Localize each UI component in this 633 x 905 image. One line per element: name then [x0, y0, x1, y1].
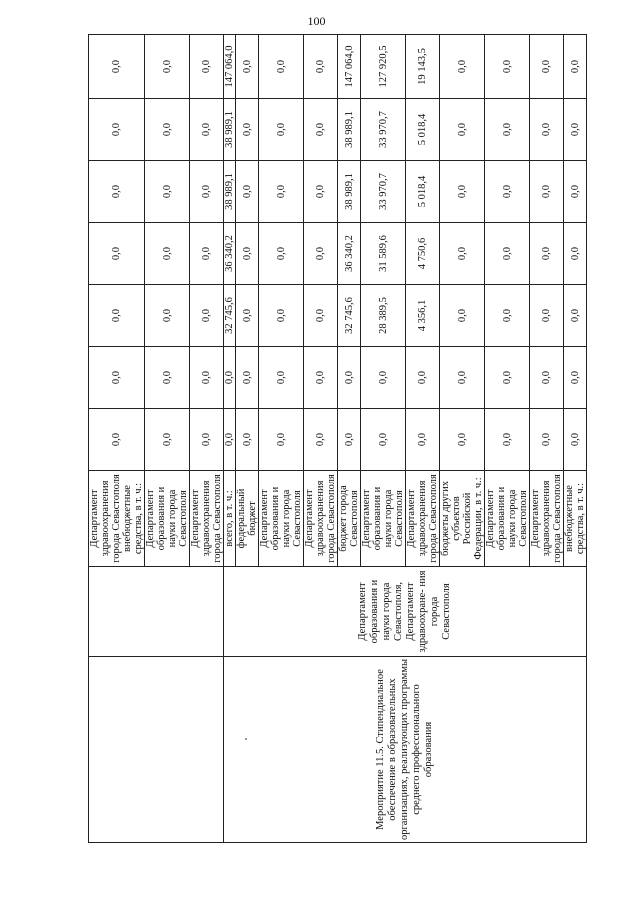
value-cell: 5 018,4 [406, 161, 440, 223]
measure-description: Мероприятие 11.5. Стипендиальное обеспечение в образовательных организациях, реализующих программы среднего профессионального образования [224, 657, 587, 843]
value-cell: 0,0 [190, 99, 224, 161]
value-cell: 36 340,2 [338, 223, 361, 285]
funding-source-cell: Департамент здравоохранения города Севастополя внебюджетные средства, в т. ч.: [89, 471, 145, 567]
value-cell: 0,0 [89, 161, 145, 223]
funding-source-cell: Департамент здравоохранения города Севастополя [406, 471, 440, 567]
value-cell: 0,0 [361, 409, 406, 471]
value-cell: 0,0 [89, 285, 145, 347]
value-cell: 0,0 [485, 409, 530, 471]
value-cell: 0,0 [361, 347, 406, 409]
blank-measure-cell [89, 657, 224, 843]
value-cell: 0,0 [304, 35, 338, 99]
value-cell: 38 989,1 [338, 99, 361, 161]
value-cell: 0,0 [564, 409, 587, 471]
value-cell: 0,0 [259, 347, 304, 409]
value-cell: 4 356,1 [406, 285, 440, 347]
funding-source-cell: бюджеты других субъектов Российской Федерации, в т. ч.: [440, 471, 485, 567]
value-cell: 0,0 [530, 285, 564, 347]
measure-executor: Департамент образования и науки города Севастополя, Департамент здравоохране- ния города Севастополя [224, 567, 587, 657]
value-cell: 147 064,0 [224, 35, 236, 99]
value-cell: 0,0 [259, 35, 304, 99]
value-cell: 0,0 [406, 409, 440, 471]
value-cell: 0,0 [530, 223, 564, 285]
value-cell: 0,0 [304, 409, 338, 471]
table-rotator [88, 35, 586, 843]
page-number: 100 [307, 14, 326, 28]
value-cell: 0,0 [190, 161, 224, 223]
value-cell: 0,0 [236, 347, 259, 409]
value-cell: 0,0 [440, 35, 485, 99]
value-cell: 0,0 [145, 99, 190, 161]
table-row [89, 35, 145, 843]
value-cell: 0,0 [145, 409, 190, 471]
value-cell: 0,0 [190, 347, 224, 409]
funding-source-cell: Департамент здравоохранения города Севастополя [530, 471, 564, 567]
value-cell: 0,0 [236, 409, 259, 471]
value-cell: 0,0 [485, 285, 530, 347]
value-cell: 0,0 [485, 161, 530, 223]
value-cell: 127 920,5 [361, 35, 406, 99]
funding-source-cell: Департамент образования и науки города Севастополя [361, 471, 406, 567]
funding-source-cell: Департамент образования и науки города Севастополя [259, 471, 304, 567]
funding-source-cell: Департамент здравоохранения города Севастополя [190, 471, 224, 567]
value-cell: 0,0 [485, 35, 530, 99]
value-cell: 0,0 [530, 161, 564, 223]
value-cell: 0,0 [190, 285, 224, 347]
value-cell: 147 064,0 [338, 35, 361, 99]
value-cell: 0,0 [530, 35, 564, 99]
value-cell: 0,0 [145, 223, 190, 285]
value-cell: 38 989,1 [224, 161, 236, 223]
value-cell: 0,0 [89, 99, 145, 161]
funding-source-cell: внебюджетные средства, в т. ч.: [564, 471, 587, 567]
value-cell: 0,0 [259, 285, 304, 347]
value-cell: 0,0 [406, 347, 440, 409]
value-cell: 4 750,6 [406, 223, 440, 285]
value-cell: 33 970,7 [361, 99, 406, 161]
value-cell: 0,0 [530, 409, 564, 471]
value-cell: 0,0 [338, 347, 361, 409]
scan-dot [245, 738, 247, 740]
value-cell: 0,0 [304, 99, 338, 161]
value-cell: 0,0 [145, 285, 190, 347]
funding-source-cell: Департамент образования и науки города Севастополя [485, 471, 530, 567]
value-cell: 0,0 [304, 223, 338, 285]
value-cell: 0,0 [145, 161, 190, 223]
value-cell: 0,0 [224, 409, 236, 471]
table-body [89, 35, 587, 843]
value-cell: 32 745,6 [338, 285, 361, 347]
value-cell: 0,0 [304, 161, 338, 223]
funding-source-cell: Департамент здравоохранения города Севастополя [304, 471, 338, 567]
value-cell: 5 018,4 [406, 99, 440, 161]
value-cell: 0,0 [564, 347, 587, 409]
value-cell: 0,0 [259, 161, 304, 223]
funding-source-cell: федеральный бюджет [236, 471, 259, 567]
value-cell: 0,0 [440, 161, 485, 223]
value-cell: 0,0 [485, 99, 530, 161]
value-cell: 0,0 [564, 223, 587, 285]
funding-source-cell: Департамент образования и науки города Севастополя [145, 471, 190, 567]
blank-executor-cell [89, 567, 224, 657]
value-cell: 0,0 [304, 285, 338, 347]
value-cell: 0,0 [564, 285, 587, 347]
value-cell: 0,0 [190, 223, 224, 285]
value-cell: 0,0 [259, 223, 304, 285]
value-cell: 32 745,6 [224, 285, 236, 347]
funding-source-cell: бюджет города Севастополя [338, 471, 361, 567]
value-cell: 0,0 [440, 99, 485, 161]
value-cell: 0,0 [224, 347, 236, 409]
value-cell: 0,0 [145, 347, 190, 409]
value-cell: 0,0 [236, 285, 259, 347]
value-cell: 0,0 [236, 223, 259, 285]
value-cell: 28 389,5 [361, 285, 406, 347]
value-cell: 0,0 [259, 99, 304, 161]
value-cell: 0,0 [259, 409, 304, 471]
value-cell: 0,0 [440, 223, 485, 285]
value-cell: 0,0 [440, 285, 485, 347]
value-cell: 0,0 [190, 409, 224, 471]
budget-table [88, 34, 587, 843]
value-cell: 0,0 [89, 347, 145, 409]
rotated-table-frame [88, 35, 586, 843]
value-cell: 0,0 [89, 223, 145, 285]
value-cell: 0,0 [89, 409, 145, 471]
value-cell: 0,0 [190, 35, 224, 99]
value-cell: 0,0 [440, 409, 485, 471]
value-cell: 0,0 [564, 161, 587, 223]
value-cell: 0,0 [236, 35, 259, 99]
value-cell: 38 989,1 [224, 99, 236, 161]
value-cell: 0,0 [440, 347, 485, 409]
value-cell: 0,0 [145, 35, 190, 99]
value-cell: 0,0 [530, 347, 564, 409]
value-cell: 36 340,2 [224, 223, 236, 285]
value-cell: 19 143,5 [406, 35, 440, 99]
value-cell: 0,0 [485, 347, 530, 409]
value-cell: 0,0 [564, 35, 587, 99]
value-cell: 0,0 [564, 99, 587, 161]
value-cell: 0,0 [530, 99, 564, 161]
funding-source-cell: всего, в т. ч.: [224, 471, 236, 567]
value-cell: 38 989,1 [338, 161, 361, 223]
value-cell: 0,0 [89, 35, 145, 99]
value-cell: 31 589,6 [361, 223, 406, 285]
value-cell: 0,0 [236, 99, 259, 161]
value-cell: 0,0 [338, 409, 361, 471]
value-cell: 0,0 [236, 161, 259, 223]
value-cell: 0,0 [485, 223, 530, 285]
value-cell: 0,0 [304, 347, 338, 409]
value-cell: 33 970,7 [361, 161, 406, 223]
table-row [224, 35, 236, 843]
